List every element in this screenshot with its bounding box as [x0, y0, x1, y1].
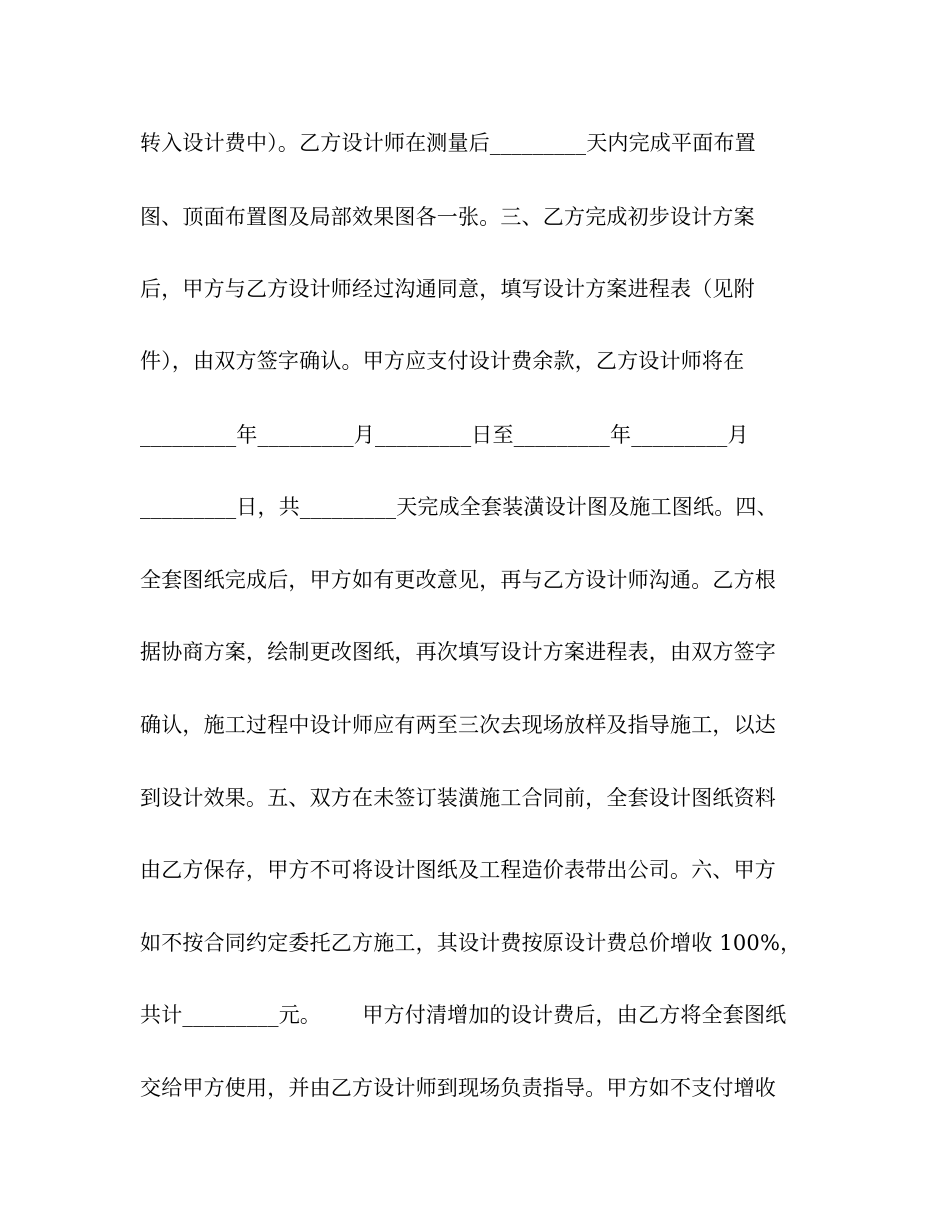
text-line: _________日，共_________天完成全套装潢设计图及施工图纸。四、 — [140, 495, 778, 519]
text-line: 后，甲方与乙方设计师经过沟通同意，填写设计方案进程表（见附 — [140, 277, 755, 301]
text-line: _________年_________月_________日至_________年_________月 — [140, 423, 749, 447]
text-line: 确认，施工过程中设计师应有两至三次去现场放样及指导施工，以达 — [140, 713, 776, 737]
text-line: 共计_________元。 甲方付清增加的设计费后，由乙方将全套图纸 — [140, 1003, 787, 1027]
text-line: 据协商方案，绘制更改图纸，再次填写设计方案进程表，由双方签字 — [140, 640, 776, 664]
text-line: 如不按合同约定委托乙方施工，其设计费按原设计费总价增收 100%， — [140, 931, 802, 955]
text-line: 到设计效果。五、双方在未签订装潢施工合同前，全套设计图纸资料 — [140, 786, 776, 810]
text-line: 交给甲方使用，并由乙方设计师到现场负责指导。甲方如不支付增收 — [140, 1076, 776, 1100]
text-line: 图、顶面布置图及局部效果图各一张。三、乙方完成初步设计方案 — [140, 205, 755, 229]
text-line: 件），由双方签字确认。甲方应支付设计费余款，乙方设计师将在 — [140, 349, 745, 373]
text-line: 转入设计费中）。乙方设计师在测量后_________天内完成平面布置 — [140, 131, 756, 155]
text-line: 由乙方保存，甲方不可将设计图纸及工程造价表带出公司。六、甲方 — [140, 858, 776, 882]
text-line: 全套图纸完成后，甲方如有更改意见，再与乙方设计师沟通。乙方根 — [140, 568, 776, 592]
